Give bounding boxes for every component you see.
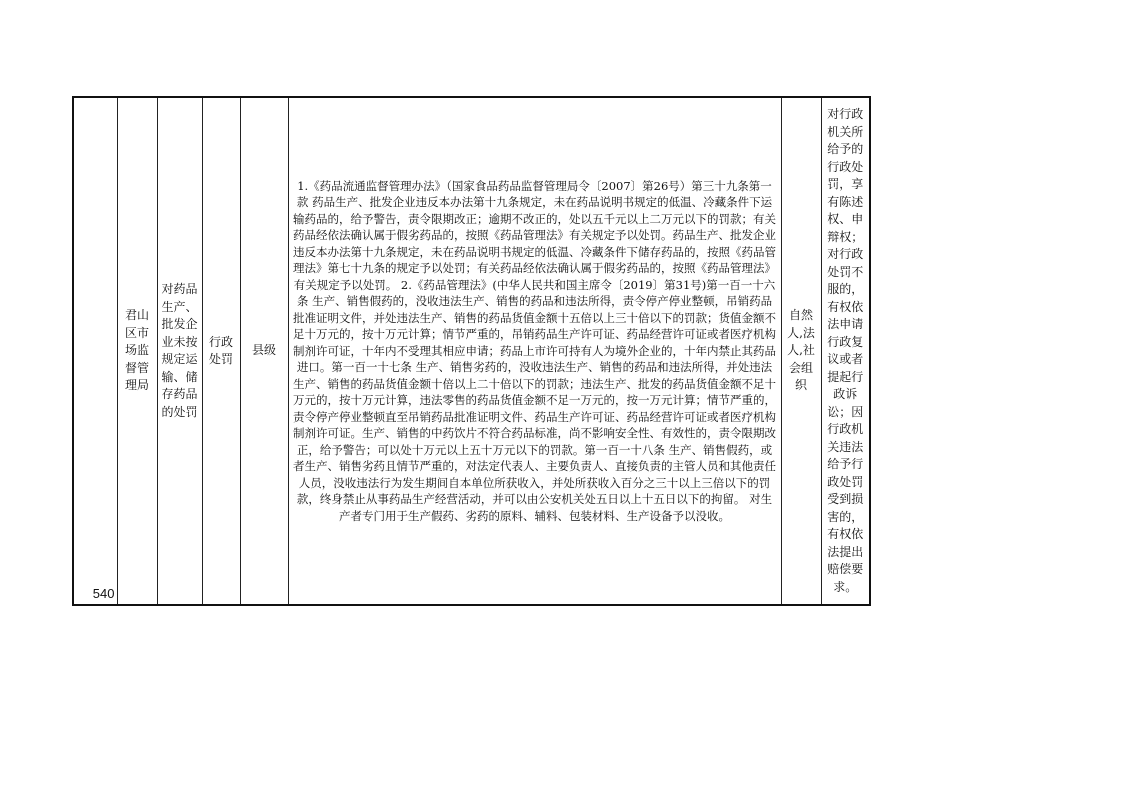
row-number: 540	[73, 97, 117, 605]
legal-basis-text: 1.《药品流通监督管理办法》（国家食品药品监督管理局令〔2007〕第26号）第三十九条第一款 药品生产、批发企业违反本办法第十九条规定，未在药品说明书规定的低温、冷藏条件下运输药品的，给予警告，责令限期改正；逾期不改正的，处以五千元以上二万元以下的罚款；有关药品经依法确认属于假劣药品的，按照《药品管理法》有关规定予以处罚。药品生产、批发企业违反本办法第十九条规定，未在药品说明书规定的低温、冷藏条件下储存药品的，按照《药品管理法》第七十九条的规定予以处罚；有关药品经依法确认属于假劣药品的，按照《药品管理法》有关规定予以处罚。 2.《药品管理法》(中华人民共和国主席令〔2019〕第31号)第一百一十六条 生产、销售假药的，没收违法生产、销售的药品和违法所得，责令停产停业整顿，吊销药品批准证明文件，并处违法生产、销售的药品货值金额十五倍以上三十倍以下的罚款；货值金额不足十万元的，按十万元计算；情节严重的，吊销药品生产许可证、药品经营许可证或者医疗机构制剂许可证，十年内不受理其相应申请；药品上市许可持有人为境外企业的，十年内禁止其药品进口。第一百一十七条 生产、销售劣药的，没收违法生产、销售的药品和违法所得，并处违法生产、销售的药品货值金额十倍以上二十倍以下的罚款；违法生产、批发的药品货值金额不足十万元的，按十万元计算，违法零售的药品货值金额不足一万元的，按一万元计算；情节严重的，责令停产停业整顿直至吊销药品批准证明文件、药品生产许可证、药品经营许可证或者医疗机构制剂许可证。生产、销售的中药饮片不符合药品标准，尚不影响安全性、有效性的，责令限期改正，给予警告；可以处十万元以上五十万元以下的罚款。第一百一十八条 生产、销售假药，或者生产、销售劣药且情节严重的，对法定代表人、主要负责人、直接负责的主管人员和其他责任人员，没收违法行为发生期间自本单位所获收入，并处所获收入百分之三十以上三倍以下的罚款，终身禁止从事药品生产经营活动，并可以由公安机关处五日以上十五日以下的拘留。 对生产者专门用于生产假药、劣药的原料、辅料、包装材料、生产设备予以没收。	[293, 178, 776, 523]
item-name-cell	[157, 97, 202, 605]
legal-basis-cell	[288, 97, 781, 605]
category-text: 行政处罚	[208, 334, 233, 366]
authority-cell	[117, 97, 157, 605]
level-text: 县级	[251, 343, 276, 358]
authority-text: 君山区市场监督管理局	[124, 308, 149, 393]
table-row	[73, 97, 870, 605]
item-name-text: 对药品生产、批发企业未按规定运输、储存药品的处罚	[161, 282, 198, 419]
subject-cell	[781, 97, 821, 605]
level-cell	[240, 97, 288, 605]
category-cell	[202, 97, 240, 605]
remedy-text: 对行政机关所给予的行政处罚，享有陈述权、申辩权；对行政处罚不服的，有权依法申请行政复议或者提起行政诉讼；因行政机关违法给予行政处罚受到损害的，有权依法提出赔偿要求。	[827, 107, 864, 594]
subject-text: 自然人,法人,社会组织	[787, 308, 815, 393]
remedy-cell	[821, 97, 870, 605]
catalog-table	[72, 96, 871, 606]
